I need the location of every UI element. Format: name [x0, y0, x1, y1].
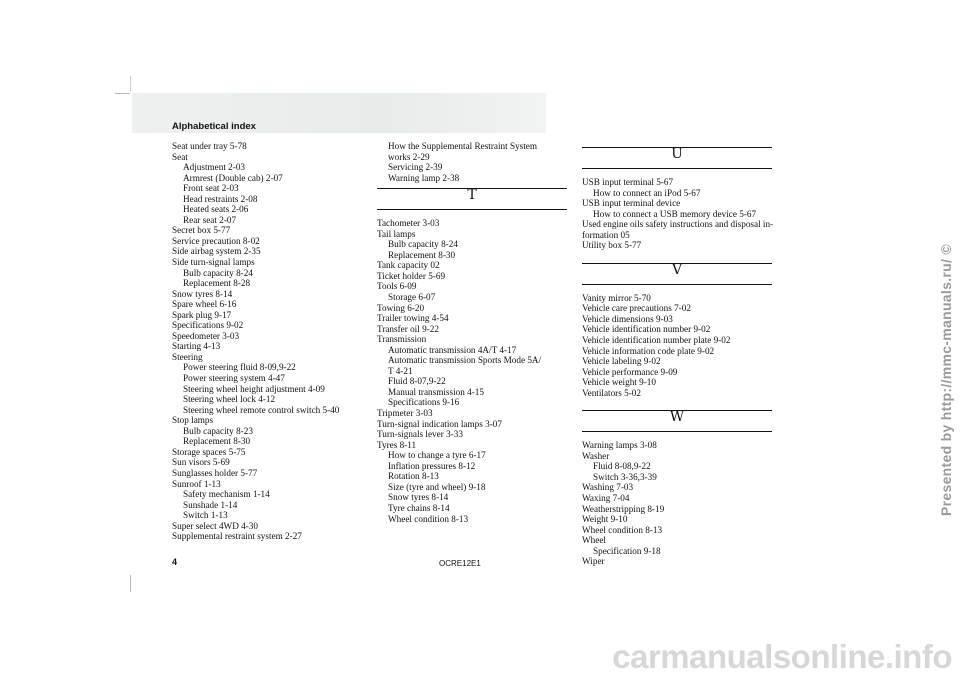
index-entry: Tank capacity 02 — [377, 260, 440, 271]
index-subentry: T 4-21 — [388, 365, 413, 376]
index-entry: Used engine oils safety instructions and disposal in- — [582, 219, 774, 230]
index-subentry: Replacement 8-28 — [183, 278, 251, 289]
index-subentry: Bulb capacity 8-24 — [388, 239, 458, 250]
index-entry: Tyres 8-11 — [377, 439, 417, 450]
index-entry: Starting 4-13 — [172, 341, 221, 352]
index-subentry: Wheel condition 8-13 — [388, 513, 469, 524]
index-entry: Speedometer 3-03 — [172, 330, 240, 341]
index-entry: Wiper — [582, 556, 605, 567]
index-entry: Weatherstripping 8-19 — [582, 503, 665, 514]
side-watermark: Presented by http://mmc-manuals.ru/ © — [938, 244, 954, 516]
entry-list — [582, 177, 772, 251]
entry-list — [582, 440, 772, 567]
index-entry: formation 05 — [582, 229, 630, 240]
index-entry: Vehicle performance 9-09 — [582, 366, 678, 377]
index-subentry: Switch 1-13 — [183, 510, 228, 521]
index-entry: Vehicle care precautions 7-02 — [582, 303, 691, 314]
index-entry: Snow tyres 8-14 — [172, 288, 233, 299]
index-entry: Wheel — [582, 535, 606, 546]
index-entry: Sun visors 5-69 — [172, 457, 230, 468]
index-subentry: Power steering system 4-47 — [183, 373, 285, 384]
index-entry: Side turn-signal lamps — [172, 257, 255, 268]
index-entry: Warning lamps 3-08 — [582, 440, 657, 451]
index-column-2 — [377, 141, 567, 524]
index-subentry: Heated seats 2-06 — [183, 204, 249, 215]
index-entry: Sunglasses holder 5-77 — [172, 467, 258, 478]
index-entry: Vanity mirror 5-70 — [582, 292, 651, 303]
index-subentry: How the Supplemental Restraint System — [388, 141, 538, 151]
index-entry: Vehicle dimensions 9-03 — [582, 313, 673, 324]
index-subentry: Automatic transmission Sports Mode 5A/ — [388, 355, 542, 366]
index-entry: Supplemental restraint system 2-27 — [172, 531, 302, 542]
index-subentry: Inflation pressures 8-12 — [388, 460, 476, 471]
index-entry: Trailer towing 4-54 — [377, 313, 449, 324]
index-entry: Ticket holder 5-69 — [377, 270, 446, 281]
entry-list — [377, 218, 567, 524]
index-entry: Sunroof 1-13 — [172, 478, 221, 489]
bottom-watermark: carmanualsonline.info — [612, 638, 952, 675]
index-entry: Seat under tray 5-78 — [172, 141, 247, 151]
index-subentry: Size (tyre and wheel) 9-18 — [388, 481, 486, 492]
section-letter-v: V — [582, 263, 772, 285]
section-letter-t: T — [377, 188, 567, 210]
section-letter-w: W — [582, 410, 772, 432]
index-entry: Tools 6-09 — [377, 281, 417, 292]
index-subentry: Power steering fluid 8-09,9-22 — [183, 362, 296, 373]
section-letter-u: U — [582, 147, 772, 169]
entry-list — [172, 141, 362, 542]
index-subentry: Servicing 2-39 — [388, 162, 443, 173]
index-subentry: Armrest (Double cab) 2-07 — [183, 172, 283, 183]
index-entry: Spare wheel 6-16 — [172, 299, 237, 310]
index-subentry: Steering wheel height adjustment 4-09 — [183, 383, 325, 394]
page-title: Alphabetical index — [172, 121, 256, 132]
index-entry: Towing 6-20 — [377, 302, 425, 313]
index-entry: Vehicle information code plate 9-02 — [582, 345, 715, 356]
index-subentry: Manual transmission 4-15 — [388, 386, 484, 397]
index-entry: Spark plug 9-17 — [172, 309, 232, 320]
index-subentry: Switch 3-36,3-39 — [593, 471, 657, 482]
index-subentry: Rotation 8-13 — [388, 471, 439, 482]
index-subentry: Steering wheel remote control switch 5-40 — [183, 404, 340, 415]
index-entry: Utility box 5-77 — [582, 240, 642, 251]
index-entry: Vehicle labeling 9-02 — [582, 356, 661, 367]
entry-list — [582, 293, 772, 398]
index-entry: Wheel condition 8-13 — [582, 524, 663, 535]
entry-list — [377, 141, 567, 183]
index-subentry: Fluid 8-08,9-22 — [593, 461, 651, 472]
index-subentry: Rear seat 2-07 — [183, 214, 237, 225]
index-subentry: Bulb capacity 8-24 — [183, 267, 253, 278]
index-subentry: Replacement 8-30 — [388, 249, 456, 260]
index-entry: Specifications 9-02 — [172, 320, 244, 331]
index-subentry: Snow tyres 8-14 — [388, 492, 449, 503]
index-subentry: Warning lamp 2-38 — [388, 172, 460, 183]
index-subentry: Head restraints 2-08 — [183, 193, 258, 204]
index-entry: Ventilators 5-02 — [582, 387, 641, 398]
index-column-1 — [172, 141, 362, 542]
index-entry: Turn-signals lever 3-33 — [377, 429, 463, 440]
index-entry: Vehicle identification number plate 9-02 — [582, 335, 731, 346]
index-subentry: Replacement 8-30 — [183, 436, 251, 447]
index-column-3 — [582, 141, 772, 567]
index-entry: Secret box 5-77 — [172, 225, 231, 236]
index-subentry: Front seat 2-03 — [183, 183, 239, 194]
index-subentry: Fluid 8-07,9-22 — [388, 376, 446, 387]
page-number: 4 — [172, 557, 178, 567]
index-entry: Steering — [172, 351, 203, 362]
index-entry: Tachometer 3-03 — [377, 218, 440, 229]
index-subentry: works 2-29 — [388, 151, 430, 162]
index-entry: Tripmeter 3-03 — [377, 408, 433, 419]
index-subentry: How to connect a USB memory device 5-67 — [593, 208, 757, 219]
index-entry: Stop lamps — [172, 415, 214, 426]
index-subentry: Tyre chains 8-14 — [388, 502, 450, 513]
index-entry: Service precaution 8-02 — [172, 235, 260, 246]
crop-mark — [130, 76, 131, 91]
index-entry: USB input terminal device — [582, 198, 681, 209]
index-entry: Vehicle weight 9-10 — [582, 377, 656, 388]
index-subentry: Specifications 9-16 — [388, 397, 460, 408]
index-entry: Side airbag system 2-35 — [172, 246, 261, 257]
index-subentry: Adjustment 2-03 — [183, 162, 246, 173]
index-subentry: How to change a tyre 6-17 — [388, 450, 486, 461]
index-entry: Seat — [172, 151, 188, 162]
index-entry: Tail lamps — [377, 228, 416, 239]
index-entry: Transmission — [377, 334, 427, 345]
index-entry: Vehicle identification number 9-02 — [582, 324, 711, 335]
index-entry: Waxing 7-04 — [582, 493, 630, 504]
index-entry: Turn-signal indication lamps 3-07 — [377, 418, 502, 429]
index-subentry: Bulb capacity 8-23 — [183, 425, 253, 436]
index-entry: USB input terminal 5-67 — [582, 177, 674, 187]
index-subentry: Steering wheel lock 4-12 — [183, 394, 276, 405]
index-subentry: Sunshade 1-14 — [183, 499, 238, 510]
index-subentry: Safety mechanism 1-14 — [183, 489, 270, 500]
index-entry: Super select 4WD 4-30 — [172, 520, 258, 531]
index-entry: Washer — [582, 450, 610, 461]
index-entry: Transfer oil 9-22 — [377, 323, 439, 334]
index-entry: Washing 7-03 — [582, 482, 634, 493]
crop-mark — [130, 575, 131, 592]
index-subentry: Specification 9-18 — [593, 545, 661, 556]
index-subentry: Storage 6-07 — [388, 292, 436, 303]
index-subentry: How to connect an iPod 5-67 — [593, 187, 701, 198]
index-entry: Weight 9-10 — [582, 514, 628, 525]
index-entry: Storage spaces 5-75 — [172, 446, 246, 457]
crop-mark — [115, 93, 130, 94]
document-code: OCRE12E1 — [439, 559, 481, 568]
index-subentry: Automatic transmission 4A/T 4-17 — [388, 344, 517, 355]
